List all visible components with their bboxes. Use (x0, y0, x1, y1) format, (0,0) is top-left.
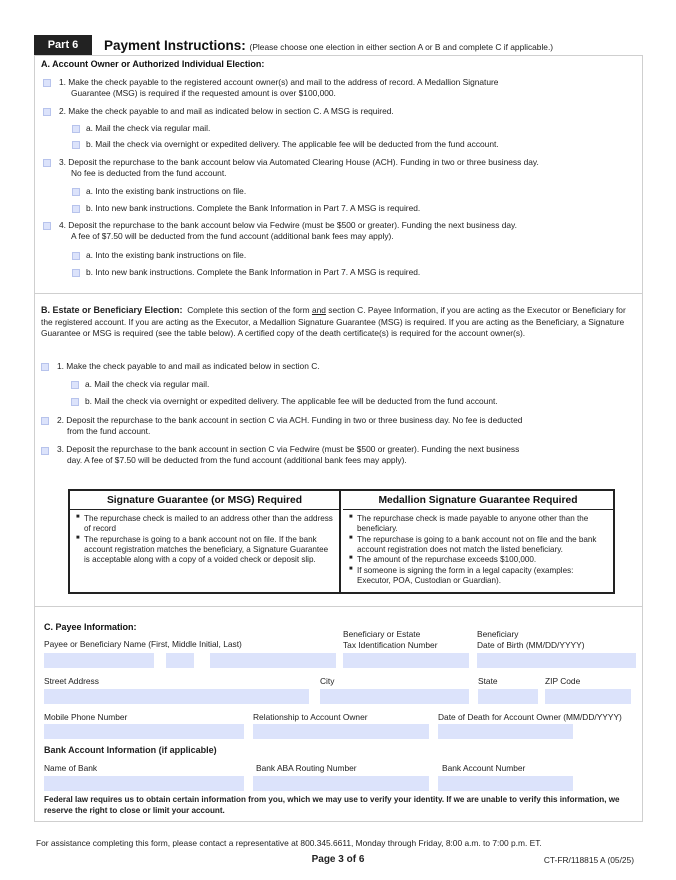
option-b1b-label: b. Mail the check via overnight or expedited delivery. The applicable fee will be deducted from the fund account. (85, 396, 498, 406)
option-a4-line1: 4. Deposit the repurchase to the bank account below via Fedwire (must be $500 or greater). Funding the next business day. (59, 220, 517, 230)
option-b3-label (57, 444, 519, 466)
section-a-title: A. Account Owner or Authorized Individual Election: (41, 59, 265, 69)
checkbox-a3[interactable] (43, 159, 51, 167)
option-a4b-label: b. Into new bank instructions. Complete the Bank Information in Part 7. A MSG is required. (86, 267, 421, 277)
state-field[interactable] (478, 689, 538, 704)
checkbox-b2[interactable] (41, 417, 49, 425)
signature-guarantee-list (70, 510, 339, 566)
dod-field[interactable] (438, 724, 573, 739)
checkbox-a3a[interactable] (72, 188, 80, 196)
divider-a-b (34, 293, 643, 294)
tax-id-label-line2: Tax Identification Number (343, 640, 438, 651)
checkbox-b3[interactable] (41, 447, 49, 455)
dod-label: Date of Death for Account Owner (MM/DD/YYYY) (438, 712, 622, 722)
account-number-field[interactable] (438, 776, 573, 791)
street-label: Street Address (44, 676, 99, 686)
relationship-field[interactable] (253, 724, 429, 739)
section-b-intro-and: and (311, 305, 326, 315)
title-text: Payment Instructions: (104, 38, 246, 53)
part-badge: Part 6 (34, 35, 92, 55)
account-number-label: Bank Account Number (442, 763, 526, 773)
signature-guarantee-column (70, 491, 341, 592)
list-item: ■ The repurchase is going to a bank account not on file and the bank account registration does not match the listed beneficiary. (349, 535, 607, 556)
option-b2-line1: 2. Deposit the repurchase to the bank account in section C via ACH. Funding in two or three business day. No fee is deducted (57, 415, 523, 425)
payee-middle-initial-field[interactable] (166, 653, 194, 668)
zip-label: ZIP Code (545, 676, 581, 686)
zip-field[interactable] (545, 689, 631, 704)
checkbox-b1[interactable] (41, 363, 49, 371)
aba-field[interactable] (253, 776, 429, 791)
list-item: ■ The repurchase check is made payable to anyone other than the beneficiary. (349, 514, 607, 535)
divider-b-c (34, 606, 643, 607)
payee-name-label: Payee or Beneficiary Name (First, Middle Initial, Last) (44, 639, 242, 649)
option-a2a-label: a. Mail the check via regular mail. (86, 123, 211, 133)
option-b2-label (57, 415, 522, 437)
dob-label-line2: Date of Birth (MM/DD/YYYY) (477, 640, 585, 651)
title-note: (Please choose one election in either section A or B and complete C if applicable.) (249, 42, 554, 52)
bank-name-label: Name of Bank (44, 763, 98, 773)
option-a3a-label: a. Into the existing bank instructions on file. (86, 186, 247, 196)
dob-label (477, 629, 585, 651)
list-item: ■ The amount of the repurchase exceeds $100,000. (349, 555, 607, 565)
street-field[interactable] (44, 689, 309, 704)
checkbox-a4b[interactable] (72, 269, 80, 277)
guarantee-table (68, 489, 615, 594)
option-a4-line2: A fee of $7.50 will be deducted from the fund account (additional bank fees may apply). (71, 231, 394, 242)
phone-field[interactable] (44, 724, 244, 739)
aba-label: Bank ABA Routing Number (256, 763, 357, 773)
option-a4a-label: a. Into the existing bank instructions on file. (86, 250, 247, 260)
option-b1-label: 1. Make the check payable to and mail as indicated below in section C. (57, 361, 320, 371)
form-code: CT-FR/118815 A (05/25) (543, 855, 634, 865)
checkbox-b1b[interactable] (71, 398, 79, 406)
option-a3-line2: No fee is deducted from the fund account. (71, 168, 227, 179)
checkbox-a4a[interactable] (72, 252, 80, 260)
payee-first-name-field[interactable] (44, 653, 154, 668)
section-b-intro-2: section C. Payee Information, if you are acting as the Executor or Beneficiary for the registered account. If you are acting as the Executor, a Medallion Signature Guarantee (MSG) is required. If you are acting as the Beneficiary, a Signature Guarantee or MSG is required (see the table below). A certified copy of the death certificate(s) is required for the account owner(s). (41, 305, 626, 338)
bank-name-field[interactable] (44, 776, 244, 791)
option-a3b-label: b. Into new bank instructions. Complete the Bank Information in Part 7. A MSG is required. (86, 203, 421, 213)
checkbox-a2[interactable] (43, 108, 51, 116)
checkbox-a3b[interactable] (72, 205, 80, 213)
section-b-intro (41, 305, 631, 339)
option-a3-line1: 3. Deposit the repurchase to the bank account below via Automated Clearing House (ACH). Funding in two or three business day. (59, 157, 539, 167)
assistance-note: For assistance completing this form, please contact a representative at 800.345.6611, Monday through Friday, 8:00 a.m. to 7:00 p.m. ET. (36, 838, 542, 848)
state-label: State (478, 676, 498, 686)
option-a2b-label: b. Mail the check via overnight or expedited delivery. The applicable fee will be deducted from the fund account. (86, 139, 499, 149)
tax-id-label (343, 629, 438, 651)
tax-id-field[interactable] (343, 653, 469, 668)
option-a1-line1: 1. Make the check payable to the registered account owner(s) and mail to the address of record. A Medallion Signature (59, 77, 499, 87)
option-a3-label (59, 157, 539, 179)
checkbox-a2a[interactable] (72, 125, 80, 133)
checkbox-b1a[interactable] (71, 381, 79, 389)
list-item: ■ The repurchase check is mailed to an address other than the address of record (76, 514, 333, 535)
bank-info-title: Bank Account Information (if applicable) (44, 745, 217, 755)
section-b-title: B. Estate or Beneficiary Election: (41, 305, 183, 315)
checkbox-a4[interactable] (43, 222, 51, 230)
checkbox-a2b[interactable] (72, 141, 80, 149)
section-c-title: C. Payee Information: (44, 622, 137, 632)
medallion-guarantee-column (343, 491, 613, 592)
medallion-guarantee-list (343, 510, 613, 587)
option-b3-line2: day. A fee of $7.50 will be deducted from the fund account (additional bank fees may apply). (67, 455, 407, 466)
page-title (104, 37, 553, 55)
checkbox-a1[interactable] (43, 79, 51, 87)
dob-field[interactable] (477, 653, 636, 668)
medallion-guarantee-header: Medallion Signature Guarantee Required (343, 491, 613, 510)
option-b2-line2: from the fund account. (67, 426, 151, 437)
signature-guarantee-header: Signature Guarantee (or MSG) Required (70, 491, 339, 510)
city-field[interactable] (320, 689, 469, 704)
option-a4-label (59, 220, 517, 242)
phone-label: Mobile Phone Number (44, 712, 128, 722)
option-b1a-label: a. Mail the check via regular mail. (85, 379, 210, 389)
list-item: ■ The repurchase is going to a bank account not on file. If the bank account registration matches the beneficiary, a Signature Guarantee is acceptable along with a copy of a voided check or deposit slip. (76, 535, 333, 566)
option-a2-label: 2. Make the check payable to and mail as indicated below in section C. A MSG is required. (59, 106, 394, 116)
tax-id-label-line1: Beneficiary or Estate (343, 629, 421, 639)
option-a1-label (59, 77, 498, 99)
relationship-label: Relationship to Account Owner (253, 712, 368, 722)
list-item: ■ If someone is signing the form in a legal capacity (examples: Executor, POA, Custodian or Guardian). (349, 566, 607, 587)
city-label: City (320, 676, 335, 686)
dob-label-line1: Beneficiary (477, 629, 519, 639)
option-a1-line2: Guarantee (MSG) is required if the requested amount is over $100,000. (71, 88, 336, 99)
payee-last-name-field[interactable] (210, 653, 336, 668)
federal-law-note: Federal law requires us to obtain certain information from you, which we may use to verify your identity. If we are unable to verify this information, we reserve the right to close or limit your account. (44, 795, 620, 815)
page-number: Page 3 of 6 (311, 854, 365, 865)
option-b3-line1: 3. Deposit the repurchase to the bank account in section C via Fedwire (must be $500 or greater). Funding the next business (57, 444, 520, 454)
section-b-intro-1: Complete this section of the form (187, 305, 310, 315)
